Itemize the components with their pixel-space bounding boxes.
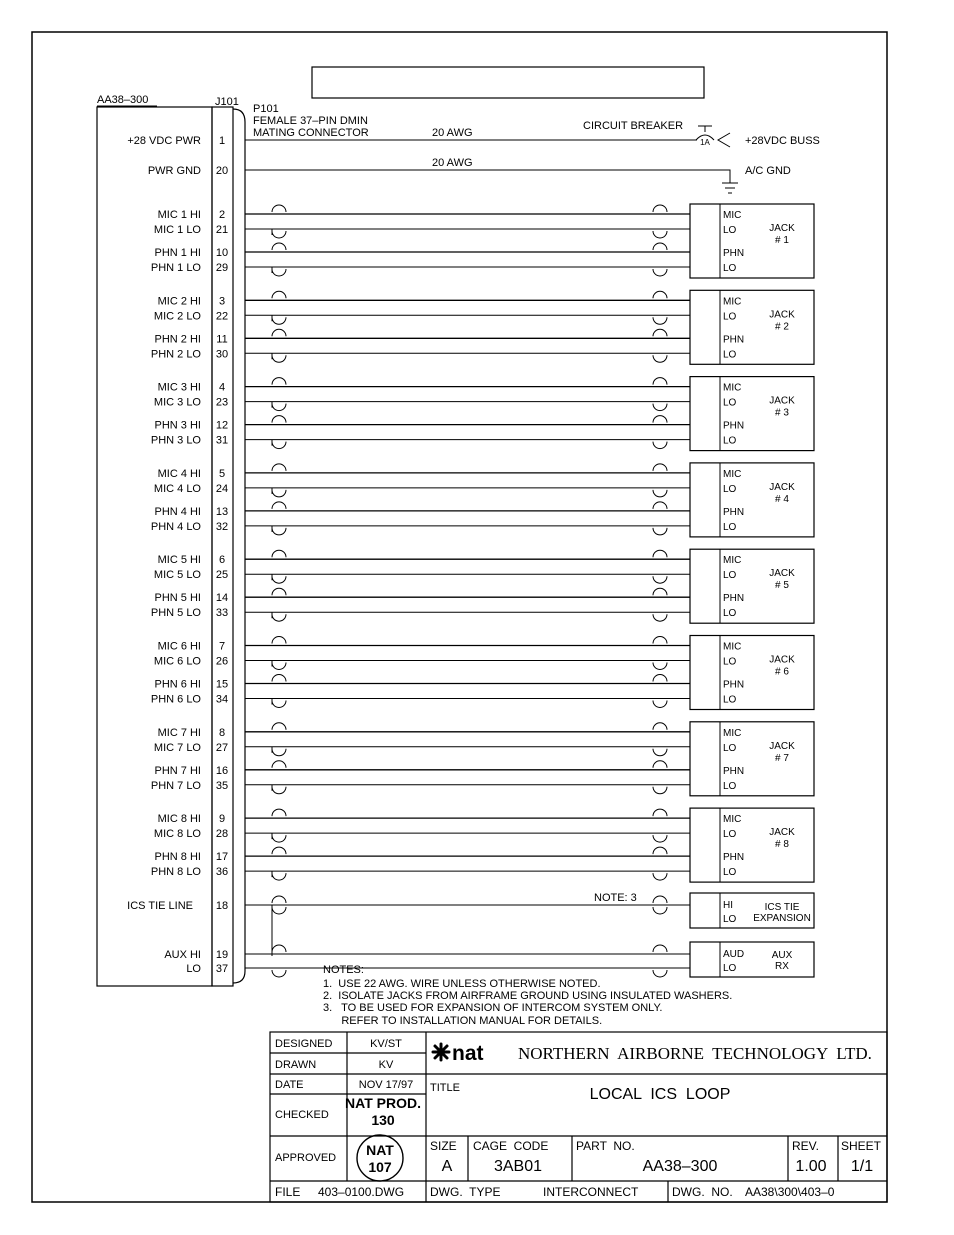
jack-terminal-lo: LO bbox=[723, 435, 737, 447]
signal-label: MIC 3 LO bbox=[153, 396, 201, 409]
jack-box bbox=[690, 636, 814, 710]
shield-left bbox=[272, 847, 286, 880]
pin-number: 4 bbox=[218, 381, 226, 394]
jack-terminal-mic: MIC bbox=[723, 382, 742, 394]
pin-number: 30 bbox=[215, 348, 229, 361]
jack-label: JACK bbox=[769, 481, 795, 493]
pin-number: 8 bbox=[218, 726, 226, 739]
file-label: FILE bbox=[275, 1185, 301, 1199]
jack-terminal-lo: LO bbox=[723, 263, 737, 274]
aux-lo-pin: 37 bbox=[215, 963, 229, 975]
mating-connector-ref: P101 bbox=[253, 103, 279, 115]
signal-label: PHN 1 HI bbox=[154, 247, 201, 259]
breaker-rating: 1A bbox=[700, 138, 710, 147]
signal-label: PHN 8 HI bbox=[154, 851, 201, 864]
jack-box bbox=[690, 204, 814, 278]
aux-lo-label: LO bbox=[186, 963, 201, 975]
shield-left bbox=[272, 809, 286, 842]
ics-box-label-2: EXPANSION bbox=[753, 913, 811, 924]
pin-number: 28 bbox=[215, 828, 229, 841]
jack-terminal-lo: LO bbox=[723, 742, 737, 754]
jack-terminal-mic: MIC bbox=[723, 814, 742, 826]
jack-terminal-lo: LO bbox=[723, 349, 737, 361]
jack-terminal-lo: LO bbox=[723, 225, 737, 236]
cage-label: CAGE CODE bbox=[473, 1139, 549, 1153]
shield-left bbox=[272, 588, 286, 621]
rev-label: REV. bbox=[792, 1139, 819, 1153]
jack-number: # 6 bbox=[775, 666, 789, 678]
company-logo-icon bbox=[433, 1044, 449, 1060]
approved-stamp-line2: 107 bbox=[368, 1159, 392, 1175]
approved-stamp-line1: NAT bbox=[366, 1142, 394, 1158]
pin-number: 16 bbox=[215, 764, 229, 777]
jack-box bbox=[690, 377, 814, 451]
jack-terminal-phn: PHN bbox=[723, 420, 745, 432]
shield-right bbox=[653, 502, 667, 535]
designed-label: DESIGNED bbox=[275, 1038, 333, 1050]
signal-label: MIC 5 LO bbox=[153, 569, 201, 582]
jack-terminal-mic: MIC bbox=[723, 555, 742, 567]
aux-hi-pin: 19 bbox=[215, 949, 229, 961]
pin-number: 23 bbox=[215, 396, 229, 409]
jack-terminal-mic: MIC bbox=[723, 468, 742, 480]
rev-value: 1.00 bbox=[795, 1158, 827, 1175]
dwg-type-label: DWG. TYPE bbox=[430, 1185, 501, 1199]
dwg-no-label: DWG. NO. bbox=[672, 1185, 733, 1199]
shield-left bbox=[272, 416, 286, 449]
company-name: NORTHERN AIRBORNE TECHNOLOGY LTD. bbox=[518, 1044, 872, 1063]
signal-label: MIC 6 LO bbox=[153, 655, 201, 668]
jack-label: JACK bbox=[769, 309, 795, 321]
shield-right bbox=[653, 637, 667, 670]
pin-number: 24 bbox=[215, 482, 229, 495]
pin-number: 26 bbox=[215, 655, 229, 668]
pin-number: 32 bbox=[215, 520, 229, 533]
jack-box bbox=[690, 290, 814, 364]
pin-number: 17 bbox=[215, 851, 229, 864]
shield-left bbox=[272, 675, 286, 708]
signal-label: PHN 7 LO bbox=[150, 779, 201, 792]
shield-right bbox=[653, 723, 667, 756]
shield-right bbox=[653, 329, 667, 362]
jack-terminal-phn: PHN bbox=[723, 248, 745, 259]
jack-terminal-lo: LO bbox=[723, 311, 737, 323]
unit-label: AA38–300 bbox=[97, 94, 149, 106]
ics-note-ref: NOTE: 3 bbox=[594, 892, 637, 904]
jack-terminal-phn: PHN bbox=[723, 506, 745, 518]
note-line: 3. TO BE USED FOR EXPANSION OF INTERCOM SYSTEM ONLY. bbox=[323, 1002, 663, 1014]
dwg-type-value: INTERCONNECT bbox=[543, 1185, 639, 1199]
shield-right bbox=[653, 291, 667, 324]
signal-label: MIC 7 HI bbox=[157, 726, 201, 739]
checked-stamp-line1: NAT PROD. bbox=[345, 1095, 421, 1111]
jack-terminal-lo: LO bbox=[723, 656, 737, 668]
signal-label: MIC 8 HI bbox=[157, 813, 201, 826]
jack-terminal-mic: MIC bbox=[723, 210, 742, 221]
jack-number: # 5 bbox=[775, 580, 789, 592]
pin-number: 6 bbox=[218, 554, 226, 567]
pin-number: 21 bbox=[215, 224, 229, 236]
connector-header: J101 bbox=[215, 96, 239, 108]
size-value: A bbox=[441, 1158, 453, 1175]
jack-terminal-phn: PHN bbox=[723, 679, 745, 691]
jack-box bbox=[690, 549, 814, 623]
title-placeholder-box bbox=[312, 67, 704, 98]
jack-box bbox=[690, 722, 814, 796]
signal-label: PHN 2 HI bbox=[154, 333, 201, 346]
jack-terminal-phn: PHN bbox=[723, 334, 745, 346]
jack-terminal-lo: LO bbox=[723, 397, 737, 409]
jack-number: # 2 bbox=[775, 321, 789, 333]
signal-label: PHN 5 HI bbox=[154, 592, 201, 605]
ics-terminal-lo: LO bbox=[723, 914, 737, 925]
jack-label: JACK bbox=[769, 827, 795, 839]
date-value: NOV 17/97 bbox=[358, 1079, 414, 1091]
pwr-wire-gauge: 20 AWG bbox=[432, 127, 473, 139]
circuit-breaker-label: CIRCUIT BREAKER bbox=[583, 120, 684, 132]
jack-terminal-lo: LO bbox=[723, 570, 737, 582]
pin-number: 7 bbox=[218, 640, 226, 653]
shield-left bbox=[272, 378, 286, 411]
pin-number: 5 bbox=[218, 467, 226, 480]
signal-label: PHN 8 LO bbox=[150, 866, 201, 879]
shield-left bbox=[272, 550, 286, 583]
signal-label: PHN 2 LO bbox=[150, 348, 201, 361]
drawn-value: KV bbox=[378, 1059, 394, 1071]
signal-label: PHN 4 LO bbox=[150, 520, 201, 533]
jack-box bbox=[690, 463, 814, 537]
jack-terminal-phn: PHN bbox=[723, 593, 745, 605]
shield-left bbox=[272, 464, 286, 497]
signal-label: MIC 5 HI bbox=[157, 554, 201, 567]
jack-number: # 1 bbox=[775, 235, 789, 246]
aux-rx-box bbox=[690, 942, 814, 977]
jack-terminal-lo: LO bbox=[723, 867, 737, 879]
aux-box-label-2: RX bbox=[775, 961, 789, 972]
signal-label: MIC 8 LO bbox=[153, 828, 201, 841]
size-label: SIZE bbox=[430, 1139, 457, 1153]
signal-label: MIC 4 HI bbox=[157, 467, 201, 480]
designed-value: KV/ST bbox=[370, 1038, 402, 1050]
jack-terminal-lo: LO bbox=[723, 483, 737, 495]
signal-label: PHN 1 LO bbox=[150, 262, 201, 274]
pin-number: 13 bbox=[215, 505, 229, 518]
shield-right bbox=[653, 416, 667, 449]
shield-right bbox=[653, 588, 667, 621]
jack-box bbox=[690, 808, 814, 882]
shield-left bbox=[272, 329, 286, 362]
pin-number: 36 bbox=[215, 866, 229, 879]
shield-left bbox=[272, 637, 286, 670]
shield-left bbox=[272, 761, 286, 794]
pin-number: 10 bbox=[215, 247, 229, 259]
shield-right bbox=[653, 847, 667, 880]
jack-label: JACK bbox=[769, 395, 795, 407]
gnd-pin: 20 bbox=[215, 165, 229, 177]
signal-label: PHN 3 HI bbox=[154, 419, 201, 432]
pin-number: 34 bbox=[215, 693, 229, 706]
jack-terminal-lo: LO bbox=[723, 829, 737, 841]
file-value: 403–0100.DWG bbox=[318, 1185, 405, 1199]
jack-terminal-mic: MIC bbox=[723, 641, 742, 653]
shield-left bbox=[272, 502, 286, 535]
mating-connector-outline bbox=[233, 109, 245, 983]
jack-label: JACK bbox=[769, 223, 795, 234]
drawn-label: DRAWN bbox=[275, 1059, 317, 1071]
aux-box-label-1: AUX bbox=[771, 950, 793, 961]
drawing-title: LOCAL ICS LOOP bbox=[589, 1086, 731, 1103]
pin-number: 15 bbox=[215, 678, 229, 691]
ics-label: ICS TIE LINE bbox=[127, 900, 193, 912]
signal-label: PHN 3 LO bbox=[150, 434, 201, 447]
pin-number: 2 bbox=[218, 209, 226, 221]
pin-number: 31 bbox=[215, 434, 229, 447]
cage-value: 3AB01 bbox=[493, 1158, 543, 1175]
jack-terminal-phn: PHN bbox=[723, 765, 745, 777]
jack-number: # 8 bbox=[775, 839, 789, 851]
shield-right bbox=[653, 205, 667, 238]
jack-number: # 7 bbox=[775, 752, 789, 764]
title-label: TITLE bbox=[430, 1082, 460, 1094]
pin-number: 3 bbox=[218, 295, 226, 308]
mating-connector-line2: MATING CONNECTOR bbox=[253, 127, 369, 139]
jack-terminal-mic: MIC bbox=[723, 296, 742, 308]
checked-label: CHECKED bbox=[275, 1109, 329, 1121]
jack-label: JACK bbox=[769, 654, 795, 666]
note-line: 1. USE 22 AWG. WIRE UNLESS OTHERWISE NOTED. bbox=[323, 978, 601, 990]
note-line: 2. ISOLATE JACKS FROM AIRFRAME GROUND USING INSULATED WASHERS. bbox=[323, 990, 733, 1002]
mating-connector-line1: FEMALE 37–PIN DMIN bbox=[253, 115, 368, 127]
ics-terminal-hi: HI bbox=[723, 900, 733, 911]
shield-right bbox=[653, 378, 667, 411]
signal-label: MIC 3 HI bbox=[157, 381, 201, 394]
part-value: AA38–300 bbox=[642, 1158, 718, 1175]
signal-label: MIC 2 HI bbox=[157, 295, 201, 308]
signal-label: MIC 2 LO bbox=[153, 310, 201, 323]
signal-label: MIC 4 LO bbox=[153, 482, 201, 495]
date-label: DATE bbox=[275, 1079, 304, 1091]
gnd-label: PWR GND bbox=[147, 165, 201, 177]
part-label: PART NO. bbox=[576, 1139, 635, 1153]
jack-number: # 4 bbox=[775, 493, 789, 505]
bus-label: +28VDC BUSS bbox=[745, 135, 820, 147]
company-logo-wordmark: nat bbox=[452, 1042, 484, 1065]
signal-label: MIC 7 LO bbox=[153, 741, 201, 754]
shield-left bbox=[272, 205, 286, 238]
ics-box-label-1: ICS TIE bbox=[764, 902, 800, 913]
aux-shield-right bbox=[653, 945, 667, 977]
shield-right bbox=[653, 675, 667, 708]
signal-label: PHN 6 HI bbox=[154, 678, 201, 691]
shield-right bbox=[653, 550, 667, 583]
aux-shield-left bbox=[272, 945, 286, 977]
pin-number: 29 bbox=[215, 262, 229, 274]
checked-stamp-line2: 130 bbox=[371, 1112, 395, 1128]
pwr-label: +28 VDC PWR bbox=[127, 135, 201, 147]
shield-right bbox=[653, 761, 667, 794]
pin-number: 11 bbox=[216, 333, 228, 346]
signal-label: PHN 6 LO bbox=[150, 693, 201, 706]
pin-number: 22 bbox=[215, 310, 229, 323]
notes-heading: NOTES: bbox=[323, 964, 364, 976]
pin-number: 35 bbox=[215, 779, 229, 792]
jack-number: # 3 bbox=[775, 407, 789, 419]
jack-terminal-phn: PHN bbox=[723, 852, 745, 864]
ground-icon bbox=[722, 183, 738, 193]
sheet-label: SHEET bbox=[841, 1139, 882, 1153]
signal-label: PHN 7 HI bbox=[154, 764, 201, 777]
shield-right bbox=[653, 464, 667, 497]
signal-label: MIC 6 HI bbox=[157, 640, 201, 653]
shield-left bbox=[272, 291, 286, 324]
shield-right bbox=[653, 243, 667, 276]
jack-terminal-mic: MIC bbox=[723, 727, 742, 739]
aux-terminal-aud: AUD bbox=[723, 949, 745, 960]
gnd-wire-gauge: 20 AWG bbox=[432, 157, 473, 169]
jack-terminal-lo: LO bbox=[723, 780, 737, 792]
jack-label: JACK bbox=[769, 740, 795, 752]
jack-channels bbox=[151, 204, 814, 882]
shield-left bbox=[272, 723, 286, 756]
pin-number: 12 bbox=[215, 419, 229, 432]
note-line: REFER TO INSTALLATION MANUAL FOR DETAILS. bbox=[323, 1015, 603, 1027]
jack-label: JACK bbox=[769, 568, 795, 580]
signal-label: PHN 4 HI bbox=[154, 505, 201, 518]
aux-hi-label: AUX HI bbox=[164, 949, 201, 961]
jack-terminal-lo: LO bbox=[723, 521, 737, 533]
pin-number: 25 bbox=[215, 569, 229, 582]
pwr-pin: 1 bbox=[218, 135, 226, 147]
approved-label: APPROVED bbox=[275, 1152, 337, 1164]
ics-pin: 18 bbox=[215, 900, 229, 912]
aux-terminal-lo: LO bbox=[723, 963, 737, 974]
signal-label: MIC 1 LO bbox=[153, 224, 201, 236]
shield-left bbox=[272, 243, 286, 276]
sheet-value: 1/1 bbox=[850, 1158, 874, 1175]
jack-terminal-lo: LO bbox=[723, 608, 737, 620]
ground-label: A/C GND bbox=[745, 165, 791, 177]
pin-number: 33 bbox=[215, 607, 229, 620]
signal-label: MIC 1 HI bbox=[157, 209, 201, 221]
shield-right bbox=[653, 809, 667, 842]
gnd-wire bbox=[245, 170, 730, 183]
pin-number: 14 bbox=[215, 592, 229, 605]
jack-terminal-lo: LO bbox=[723, 694, 737, 706]
dwg-no-value: AA38\300\403–0 bbox=[745, 1185, 835, 1199]
pin-number: 27 bbox=[215, 741, 229, 754]
pin-number: 9 bbox=[218, 813, 226, 826]
signal-label: PHN 5 LO bbox=[150, 607, 201, 620]
